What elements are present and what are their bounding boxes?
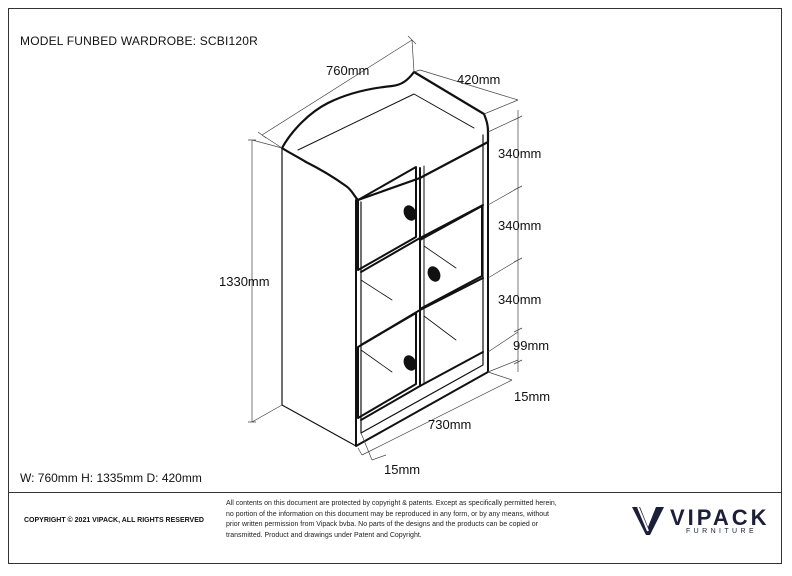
front-frame-inner — [361, 135, 483, 433]
label-bottom-thickness: 15mm — [384, 462, 421, 477]
label-shelf-top: 340mm — [498, 146, 542, 161]
legal-line: no portion of the information on this document may be reproduced in any form, or by any means, without — [226, 510, 549, 518]
label-shelf-lower: 340mm — [498, 292, 542, 307]
label-inner-width: 730mm — [428, 417, 472, 432]
legal-line: prior written permission from Vipack bvba. No parts of the designs and the products can be copied or — [226, 521, 538, 529]
model-title: MODEL FUNBED WARDROBE: SCBI120R — [20, 34, 259, 48]
label-width: 760mm — [326, 63, 370, 78]
legal-line: transmitted. Product and drawings under Patent and Copyright. — [226, 531, 422, 539]
dimension-lines — [248, 36, 522, 460]
brand-subtitle: FURNITURE — [686, 528, 758, 535]
copyright-notice: COPYRIGHT © 2021 VIPACK, ALL RIGHTS RESERVED — [24, 517, 204, 524]
label-shelf-middle: 340mm — [498, 218, 542, 233]
legal-notice — [226, 499, 586, 541]
vipack-logo-mark-icon — [630, 503, 666, 537]
top-panel-inner-edge — [298, 94, 474, 150]
label-depth: 420mm — [457, 72, 501, 87]
dim-line-inner-width — [358, 372, 512, 455]
legal-line: All contents on this document are protected by copyright & patents. Except as specifically permitted herein, — [226, 500, 557, 507]
knob-middle-right — [425, 264, 443, 284]
label-height: 1330mm — [219, 274, 270, 289]
dimension-labels — [219, 63, 550, 477]
overall-dimensions-summary: W: 760mm H: 1335mm D: 420mm — [20, 471, 202, 485]
label-plinth: 99mm — [513, 338, 550, 353]
wardrobe-outline — [282, 72, 488, 446]
top-panel — [282, 72, 488, 200]
brand-name: VIPACK — [670, 505, 770, 530]
label-side-thickness: 15mm — [514, 389, 551, 404]
vipack-logo — [630, 503, 780, 539]
footer-divider — [9, 492, 781, 493]
left-side-panel — [282, 148, 356, 446]
